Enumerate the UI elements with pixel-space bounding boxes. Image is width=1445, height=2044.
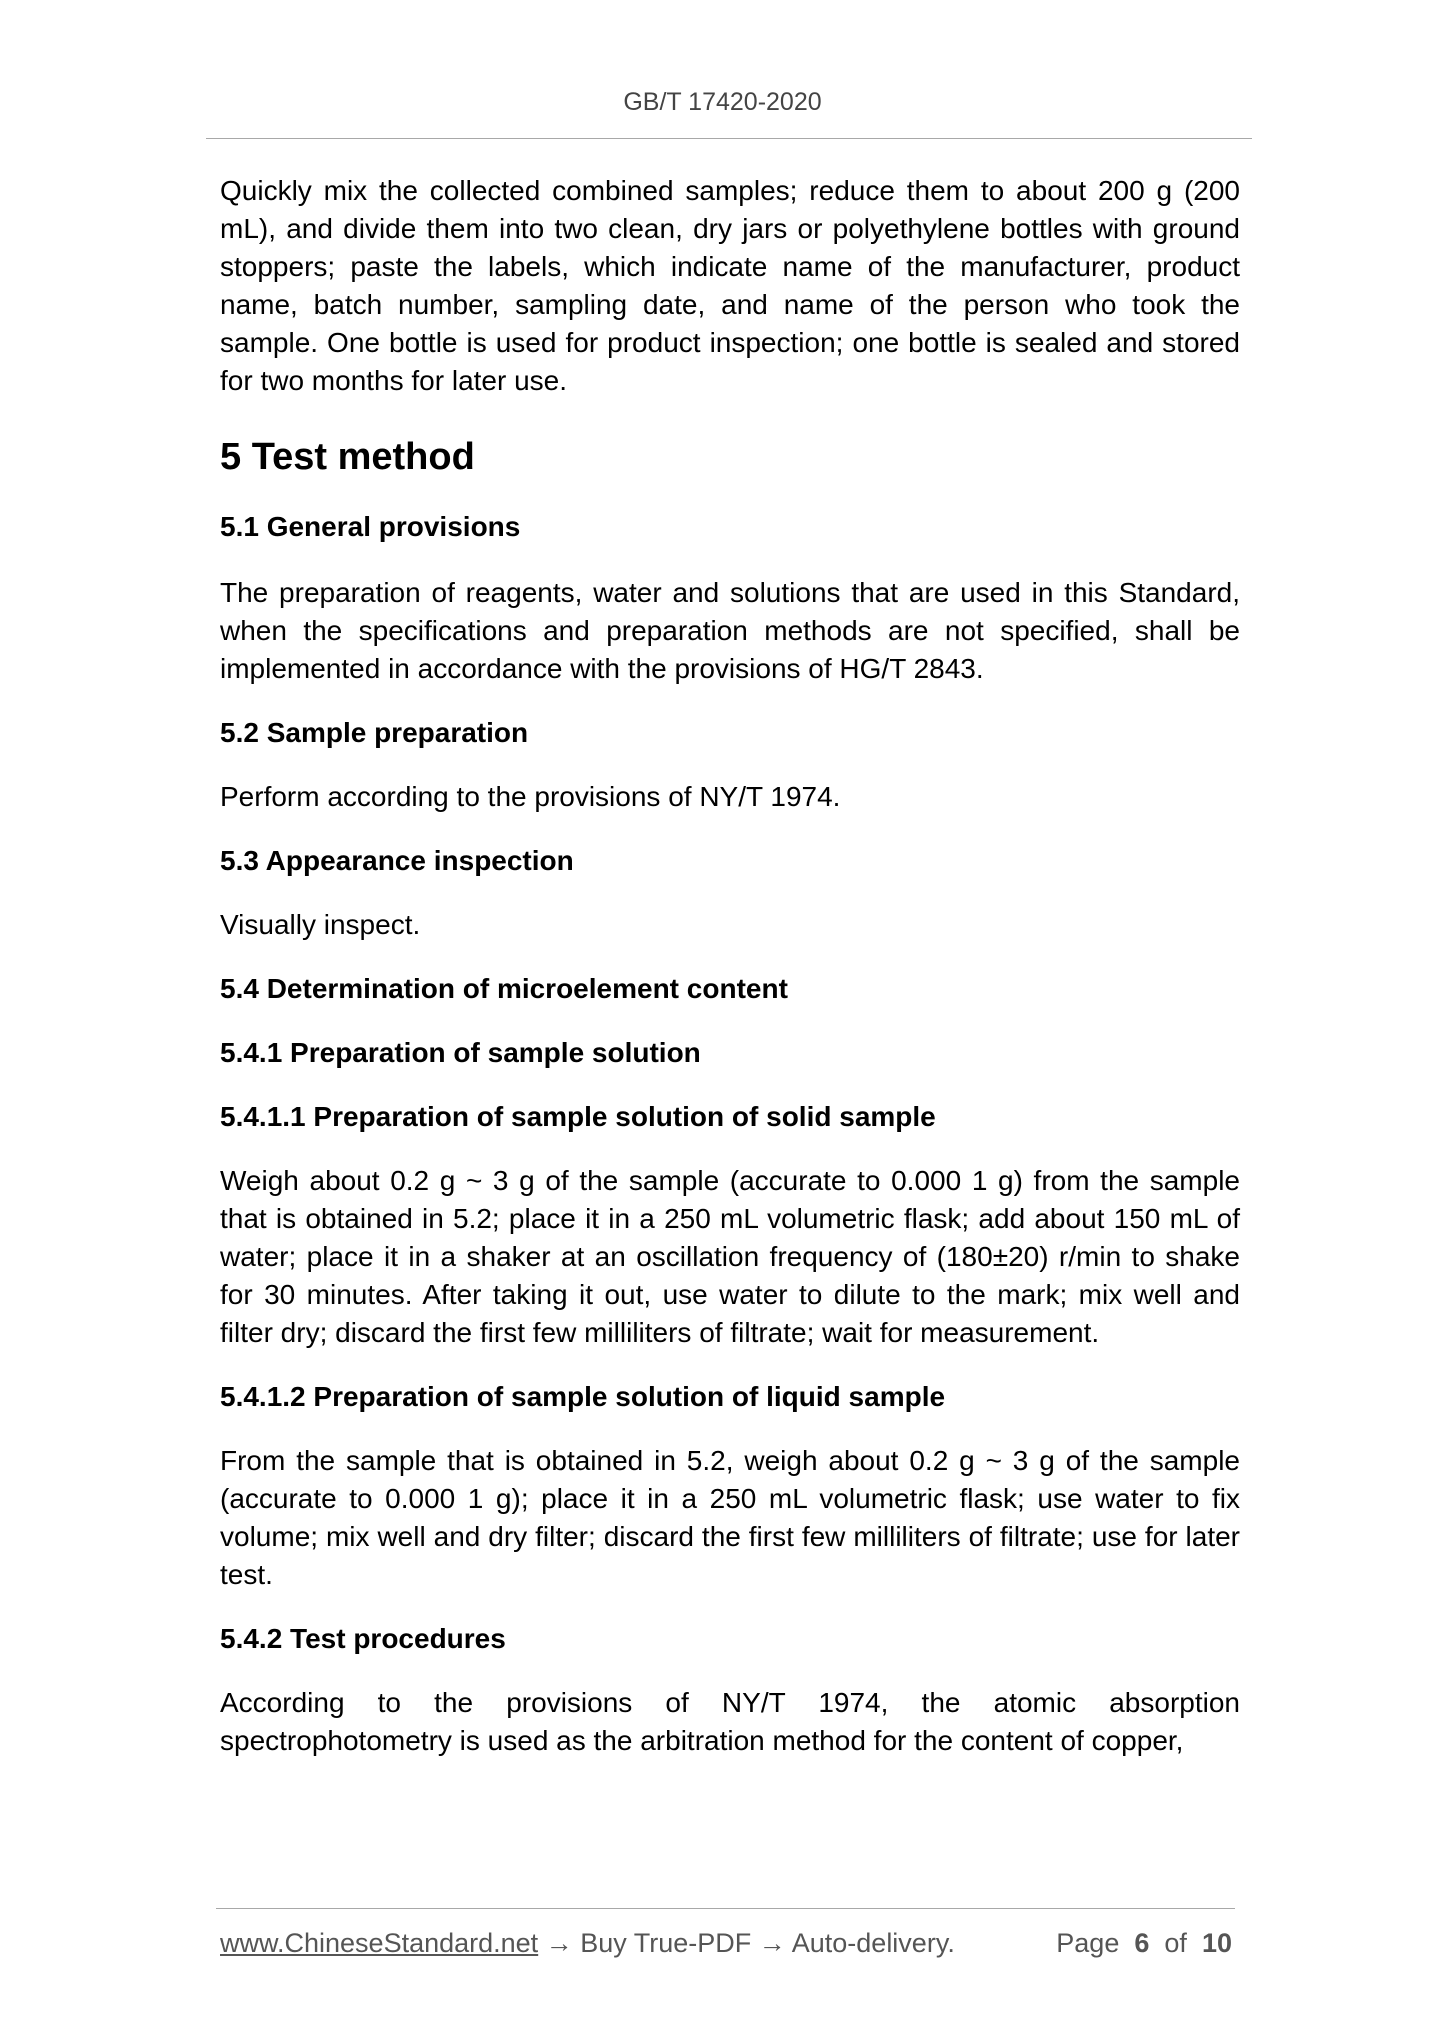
paragraph-5-3: Visually inspect. (220, 909, 421, 940)
page-label: Page (1056, 1928, 1120, 1958)
of-label: of (1164, 1928, 1187, 1958)
section-heading-5-4: 5.4 Determination of microelement content (220, 973, 788, 1004)
paragraph-5-4-1-2: From the sample that is obtained in 5.2, weigh about 0.2 g ~ 3 g of the sample (accurate to 0.000 1 g); place it in a 250 mL volumetric flask; use water to fix volume; mix well and dry filter; discard the first few milliliters of filtrate; use for later test. (220, 1445, 1240, 1590)
section-heading-5-4-1-2: 5.4.1.2 Preparation of sample solution of liquid sample (220, 1381, 946, 1412)
section-heading-5-3: 5.3 Appearance inspection (220, 845, 574, 876)
page-current: 6 (1134, 1928, 1150, 1958)
section-heading-5-4-1-1: 5.4.1.1 Preparation of sample solution of solid sample (220, 1101, 936, 1132)
section-heading-5-4-1: 5.4.1 Preparation of sample solution (220, 1037, 701, 1068)
section-heading-5-4-2: 5.4.2 Test procedures (220, 1623, 506, 1654)
page-total: 10 (1201, 1928, 1232, 1958)
paragraph-sampling: Quickly mix the collected combined samples; reduce them to about 200 g (200 mL), and divide them into two clean, dry jars or polyethylene bottles with ground stoppers; paste the labels, which indicate name of the manufacturer, product name, batch number, sampling date, and name of the person who took the sample. One bottle is used for product inspection; one bottle is sealed and stored for two months for later use. (220, 175, 1240, 396)
website-link[interactable]: www.ChineseStandard.net (220, 1928, 539, 1958)
paragraph-5-4-1-1: Weigh about 0.2 g ~ 3 g of the sample (accurate to 0.000 1 g) from the sample that is obtained in 5.2; place it in a 250 mL volumetric flask; add about 150 mL of water; place it in a shaker at an oscillation frequency of (180±20) r/min to shake for 30 minutes. After taking it out, use water to dilute to the mark; mix well and filter dry; discard the first few milliliters of filtrate; wait for measurement. (220, 1165, 1240, 1348)
section-heading-5-1: 5.1 General provisions (220, 511, 521, 542)
section-heading-5: 5 Test method (220, 436, 475, 478)
paragraph-5-2: Perform according to the provisions of NY/T 1974. (220, 781, 841, 812)
section-heading-5-2: 5.2 Sample preparation (220, 717, 529, 748)
document-header: GB/T 17420-2020 (623, 88, 822, 116)
footer-divider (216, 1908, 1235, 1909)
document-body (220, 172, 1240, 1760)
footer-promo (220, 1928, 955, 1959)
paragraph-5-1: The preparation of reagents, water and solutions that are used in this Standard, when the specifications and preparation methods are not specified, shall be implemented in accordance with the provisions of HG/T 2843. (220, 577, 1240, 684)
header-divider (206, 138, 1252, 139)
paragraph-5-4-2: According to the provisions of NY/T 1974, the atomic absorption spectrophotometry is used as the arbitration method for the content of copper, (220, 1687, 1240, 1756)
page-indicator (1056, 1928, 1232, 1959)
footer-tagline: → Buy True-PDF → Auto-delivery. (538, 1928, 955, 1958)
